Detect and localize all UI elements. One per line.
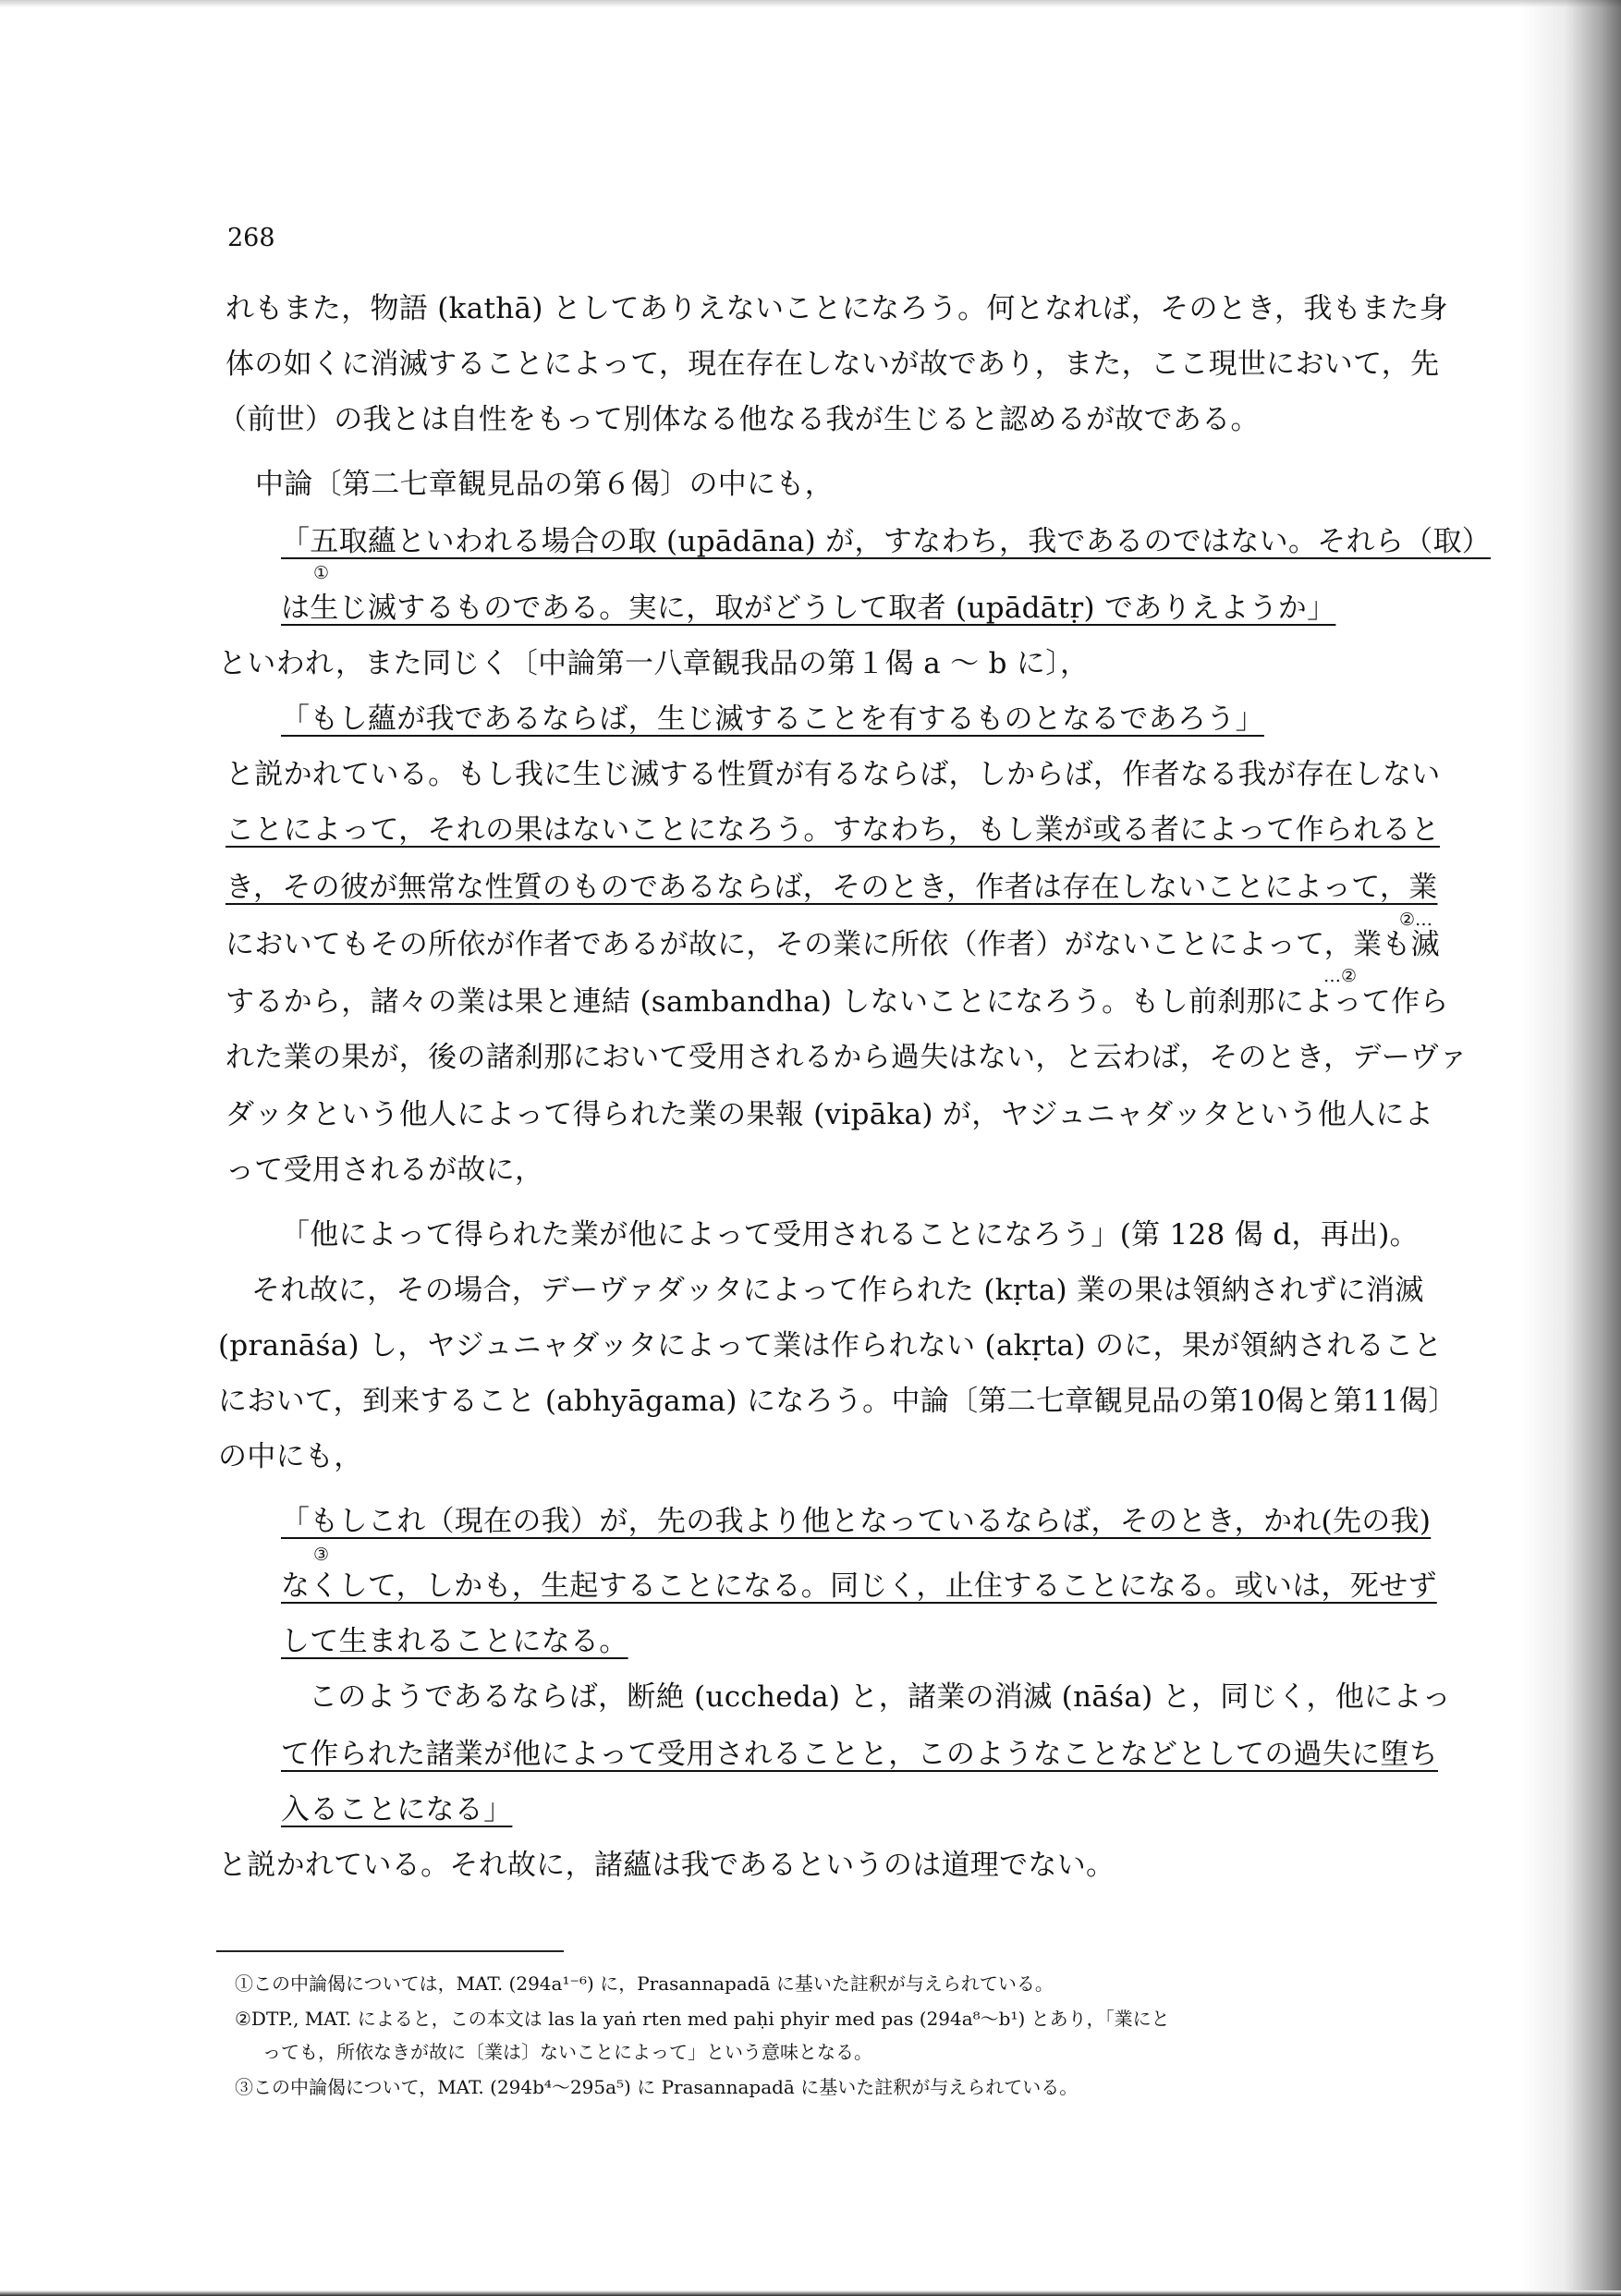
body-line: き，その彼が無常な性質のものであるならば，そのとき，作者は存在しないことによって，業 [225,871,1438,904]
body-line: と説かれている。それ故に，諸蘊は我であるというのは道理でない。 [218,1849,1115,1882]
body-line: においてもその所依が作者であるが故に，その業に所依（作者）がないことによって，業も滅 [225,928,1440,961]
quote-line: なくして，しかも，生起することになる。同じく，止住することになる。或いは，死せず [281,1569,1437,1603]
footnote: ②DTP., MAT. によると，この本文は las la yaṅ rten med paḥi phyir med pas (294a⁸～b¹) とあり，「業にと [235,2008,1170,2030]
footnote: っても，所依なきが故に〔業は〕ないことによって」という意味となる。 [262,2041,872,2063]
note-mark-2-start: ②… [1399,910,1433,930]
body-line: の中にも， [218,1440,363,1473]
body-line: といわれ，また同じく〔中論第一八章観我品の第１偈 a ～ b に〕， [218,647,1090,680]
quote-line: 「もし蘊が我であるならば，生じ滅することを有するものとなるであろう」 [281,702,1264,736]
quote-line: 入ることになる」 [281,1793,513,1826]
quote-line: 「もしこれ（現在の我）が，先の我より他となっているならば，そのとき，かれ(先の我) [281,1505,1432,1538]
body-line: ダッタという他人によって得られた業の果報 (vipāka) が，ヤジュニャダッタという他人によ [225,1098,1434,1131]
quote-line: このようであるならば，断絶 (uccheda) と，諸業の消滅 (nāśa) と，同じく，他によっ [309,1680,1452,1714]
quote-line: 「五取蘊といわれる場合の取 (upādāna) が，すなわち，我であるのではない。それら（取） [281,525,1492,558]
body-line: それ故に，その場合，デーヴァダッタによって作られた (kṛta) 業の果は領納されずに消滅 [251,1274,1424,1307]
quote-line: て作られた諸業が他によって受用されることと，このようなことなどとしての過失に堕ち [281,1738,1438,1771]
scan-top-edge [0,0,1621,7]
page-number: 268 [227,224,275,252]
body-line: （前世）の我とは自性をもって別体なる他なる我が生じると認めるが故である。 [218,403,1260,436]
quote-line: して生まれることになる。 [281,1625,628,1658]
quote-line: 「他によって得られた業が他によって受用されることになろう」(第 128 偈 d，再出)。 [281,1218,1419,1252]
footnote: ①この中論偈については，MAT. (294a¹⁻⁶) に，Prasannapadā に基いた註釈が与えられている。 [235,1972,1054,1995]
body-line: と説かれている。もし我に生じ滅する性質が有るならば，しからば，作者なる我が存在しない [225,758,1441,791]
note-mark-1: ① [313,563,330,583]
body-line: れた業の果が，後の諸刹那において受用されるから過失はない，と云わば，そのとき，デーヴァ [225,1041,1469,1074]
footnote-rule [216,1950,564,1952]
body-line: 中論〔第二七章観見品の第６偈〕の中にも， [255,468,834,501]
note-mark-3: ③ [313,1545,330,1565]
scan-shadow-edge [1519,0,1621,2296]
body-line: (pranāśa) し，ヤジュニャダッタによって業は作られない (akṛta) のに，果が領納されること [218,1329,1443,1362]
note-mark-2-end: …② [1323,966,1358,986]
footnote: ③この中論偈について，MAT. (294b⁴～295a⁵) に Prasannapadā に基いた註釈が与えられている。 [235,2076,1079,2098]
body-line: 体の如くに消滅することによって，現在存在しないが故であり，また，ここ現世において，先 [225,348,1440,381]
body-line: ことによって，それの果はないことになろう。すなわち，もし業が或る者によって作られると [225,813,1440,847]
body-line: において，到来すること (abhyāgama) になろう。中論〔第二七章観見品の第10偈と第11偈〕 [218,1385,1457,1418]
body-line: するから，諸々の業は果と連結 (sambandha) しないことになろう。もし前刹那によって作ら [225,985,1449,1019]
body-line: って受用されるが故に， [225,1154,544,1187]
body-line: れもまた，物語 (kathā) としてありえないことになろう。何となれば，そのとき，我もまた身 [225,292,1448,325]
scan-bottom-edge [0,2290,1621,2296]
quote-line: は生じ滅するものである。実に，取がどうして取者 (upādātṛ) でありえようか」 [281,592,1336,625]
